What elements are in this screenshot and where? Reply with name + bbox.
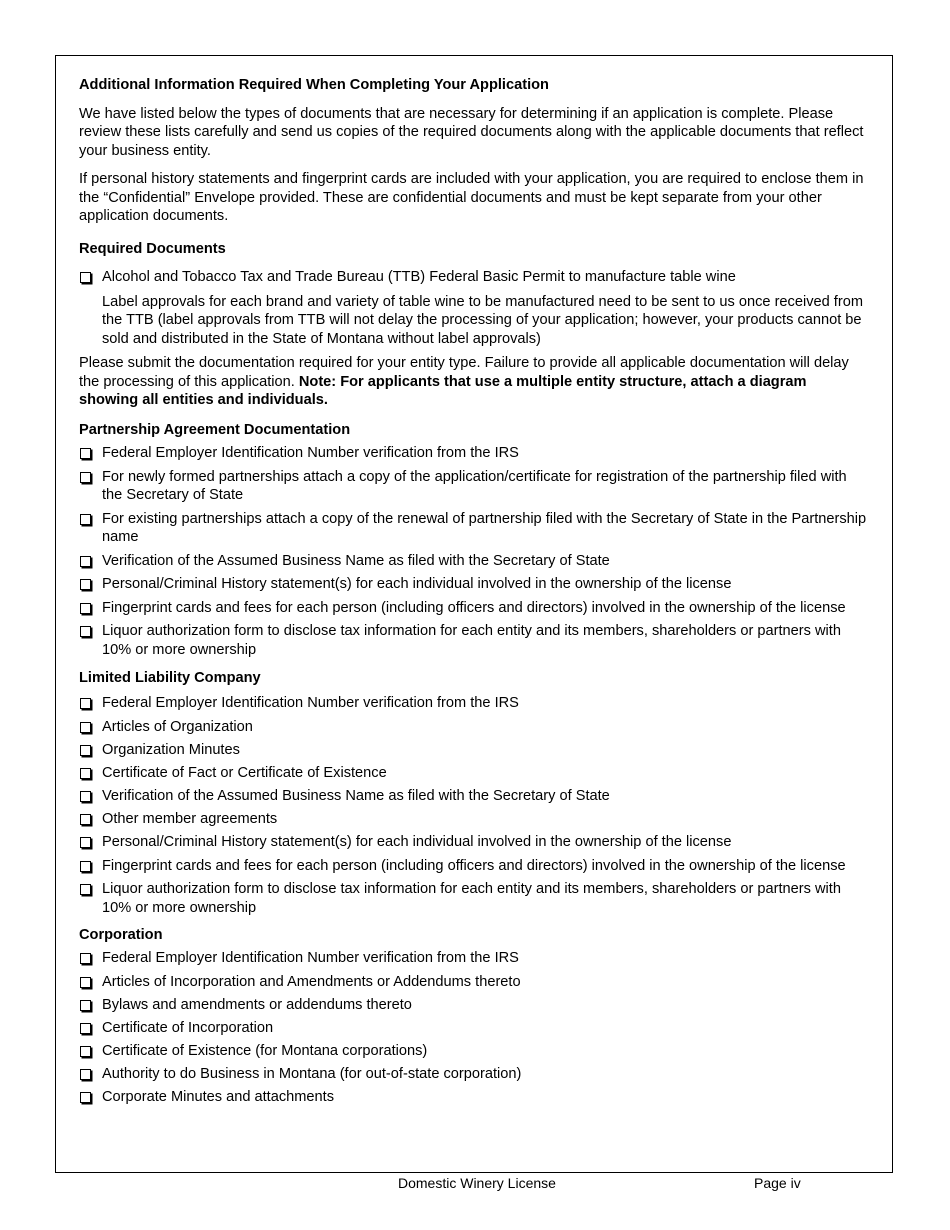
checkbox-icon — [80, 698, 91, 709]
partnership-heading: Partnership Agreement Documentation — [79, 421, 351, 438]
checkbox-icon — [80, 603, 91, 614]
list-item: Bylaws and amendments or addendums thereto — [79, 996, 869, 1015]
list-item: Verification of the Assumed Business Name as filed with the Secretary of State — [79, 787, 869, 806]
checkbox-icon — [80, 791, 91, 802]
list-item: Authority to do Business in Montana (for out-of-state corporation) — [79, 1065, 869, 1084]
main-heading: Additional Information Required When Completing Your Application — [79, 77, 549, 93]
list-item: Personal/Criminal History statement(s) for each individual involved in the ownership of the license — [79, 575, 869, 594]
intro-paragraph-1: We have listed below the types of documents that are necessary for determining if an application is complete. Please review these lists carefully and send us copies of the required documents along with the applicable documents that reflect your business entity. — [79, 105, 864, 159]
label-approval-note: Label approvals for each brand and variety of table wine to be manufactured need to be sent to us once received from the TTB (label approvals from TTB will not delay the processing of your application; however, your products cannot be sold and distributed in the State of Montana without label approvals) — [102, 293, 863, 347]
footer-document-title: Domestic Winery License — [398, 1175, 556, 1191]
list-item: Other member agreements — [79, 810, 869, 829]
checkbox-icon — [80, 861, 91, 872]
list-item: Federal Employer Identification Number verification from the IRS — [79, 949, 869, 968]
required-item-ttb-permit — [79, 268, 869, 287]
checkbox-icon — [80, 722, 91, 733]
list-item: Liquor authorization form to disclose tax information for each entity and its members, shareholders or partners with 10% or more ownership — [79, 622, 869, 659]
checkbox-icon — [80, 1092, 91, 1103]
checkbox-icon — [80, 556, 91, 567]
checkbox-icon — [80, 977, 91, 988]
checkbox-icon — [80, 1069, 91, 1080]
list-item: Federal Employer Identification Number verification from the IRS — [79, 444, 869, 463]
checkbox-icon — [80, 1023, 91, 1034]
checkbox-icon — [80, 272, 91, 283]
list-item: Personal/Criminal History statement(s) for each individual involved in the ownership of the license — [79, 833, 869, 852]
list-item: Organization Minutes — [79, 741, 869, 760]
corporation-heading: Corporation — [79, 927, 163, 943]
checkbox-icon — [80, 579, 91, 590]
list-item: Corporate Minutes and attachments — [79, 1088, 869, 1107]
list-item: Certificate of Existence (for Montana corporations) — [79, 1042, 869, 1061]
checkbox-icon — [80, 953, 91, 964]
list-item: Fingerprint cards and fees for each person (including officers and directors) involved in the ownership of the license — [79, 857, 869, 876]
checkbox-icon — [80, 768, 91, 779]
checkbox-icon — [80, 837, 91, 848]
checkbox-icon — [80, 884, 91, 895]
checkbox-icon — [80, 448, 91, 459]
list-item: Articles of Organization — [79, 718, 869, 737]
list-item: Certificate of Incorporation — [79, 1019, 869, 1038]
list-item: Fingerprint cards and fees for each person (including officers and directors) involved in the ownership of the license — [79, 599, 869, 618]
corporation-list — [79, 949, 869, 1107]
checkbox-icon — [80, 1000, 91, 1011]
list-item: For newly formed partnerships attach a copy of the application/certificate for registration of the partnership filed with the Secretary of State — [79, 468, 869, 505]
llc-list — [79, 694, 869, 918]
checkbox-icon — [80, 514, 91, 525]
intro-paragraph-2: If personal history statements and fingerprint cards are included with your application, you are required to enclose them in the “Confidential” Envelope provided. These are confidential documents and must be kept separate from your other application documents. — [79, 171, 864, 224]
checkbox-icon — [80, 626, 91, 637]
llc-heading: Limited Liability Company — [79, 670, 261, 686]
list-item: Certificate of Fact or Certificate of Existence — [79, 764, 869, 783]
list-item: Liquor authorization form to disclose tax information for each entity and its members, shareholders or partners with 10% or more ownership — [79, 880, 869, 917]
checkbox-icon — [80, 472, 91, 483]
list-item: Federal Employer Identification Number verification from the IRS — [79, 694, 869, 713]
submit-note — [79, 354, 869, 410]
list-item: For existing partnerships attach a copy of the renewal of partnership filed with the Secretary of State in the Partnership name — [79, 510, 869, 547]
footer-page-number: Page iv — [754, 1175, 801, 1191]
checkbox-icon — [80, 1046, 91, 1057]
submit-note-bold: Note: For applicants that use a multiple entity structure, attach a diagram showing all entities and individuals. — [79, 373, 807, 408]
checkbox-icon — [80, 745, 91, 756]
list-item: Verification of the Assumed Business Name as filed with the Secretary of State — [79, 552, 869, 571]
required-documents-heading: Required Documents — [79, 240, 226, 257]
list-item: Articles of Incorporation and Amendments or Addendums thereto — [79, 973, 869, 992]
checkbox-icon — [80, 814, 91, 825]
submit-note-text: Please submit the documentation required for your entity type. Failure to provide all applicable documentation will delay the processing of this application. — [79, 355, 849, 390]
partnership-list — [79, 444, 869, 659]
document-body — [79, 74, 869, 1107]
list-item-text: Alcohol and Tobacco Tax and Trade Bureau (TTB) Federal Basic Permit to manufacture table wine — [102, 269, 736, 285]
